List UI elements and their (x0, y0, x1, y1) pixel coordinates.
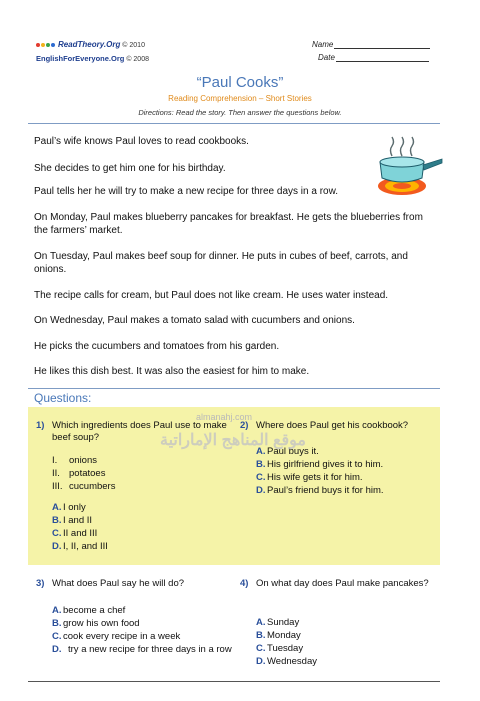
option-letter: C. (256, 643, 266, 654)
page-subtitle: Reading Comprehension – Short Stories (168, 94, 312, 103)
option-text: Monday (267, 630, 301, 641)
story-line: On Wednesday, Paul makes a tomato salad with cucumbers and onions. (34, 315, 355, 326)
watermark-url: almanahj.com (196, 412, 253, 422)
header-divider (28, 123, 440, 124)
readtheory-logo (36, 40, 145, 49)
story-line: On Tuesday, Paul makes beef soup for dinner. He puts in cubes of beef, carrots, and onions. (34, 251, 408, 275)
option-text: grow his own food (63, 618, 140, 629)
option-letter: A. (256, 446, 266, 457)
option-text: I only (63, 502, 86, 513)
roman-option (52, 468, 105, 480)
question-4-number: 4) (240, 578, 249, 589)
option-letter: B. (256, 459, 266, 470)
question-2-number: 2) (240, 420, 249, 431)
englishforeveryone-brand: EnglishForEveryone.Org (36, 54, 125, 63)
name-label: Name (312, 40, 334, 49)
name-field[interactable] (312, 40, 430, 49)
story-line: She decides to get him one for his birthday. (34, 163, 226, 174)
story-line: On Monday, Paul makes blueberry pancakes for breakfast. He gets the blueberries from the farmers’ market. (34, 212, 423, 236)
date-line[interactable] (336, 53, 429, 62)
answer-option[interactable] (256, 617, 299, 629)
option-letter: D. (52, 541, 62, 552)
option-text: His girlfriend gives it to him. (267, 459, 384, 470)
option-letter: C. (256, 472, 266, 483)
roman-option (52, 455, 97, 467)
answer-option[interactable] (52, 618, 140, 630)
story-line: Paul’s wife knows Paul loves to read cookbooks. (34, 136, 249, 147)
option-text: Paul buys it. (267, 446, 319, 457)
answer-option[interactable] (256, 630, 301, 642)
answer-option[interactable] (256, 459, 383, 471)
option-text: become a chef (63, 605, 126, 616)
story-line: Paul tells her he will try to make a new recipe for three days in a row. (34, 186, 339, 197)
readtheory-year: © 2010 (122, 42, 145, 49)
answer-option[interactable] (52, 528, 97, 540)
answer-option[interactable] (256, 472, 363, 484)
readtheory-brand: ReadTheory.Org (57, 40, 121, 49)
logo-dots-icon (36, 42, 56, 49)
question-1-text: Which ingredients does Paul use to make beef soup? (52, 420, 227, 443)
watermark-arabic: موقع المناهج الإماراتية (160, 432, 306, 449)
answer-option[interactable] (52, 541, 108, 553)
option-letter: D. (256, 656, 266, 667)
option-text: I, II, and III (63, 541, 108, 552)
answer-option[interactable] (52, 644, 232, 656)
roman-text: cucumbers (69, 481, 116, 492)
roman-numeral: I. (52, 455, 58, 466)
option-letter: C. (52, 528, 62, 539)
answer-option[interactable] (256, 485, 384, 497)
answer-option[interactable] (52, 605, 125, 617)
directions: Directions: Read the story. Then answer the questions below. (138, 108, 342, 117)
roman-numeral: III. (52, 481, 63, 492)
option-letter: A. (52, 502, 62, 513)
page-title: “Paul Cooks” (196, 74, 284, 91)
option-letter: D. (52, 644, 62, 655)
roman-numeral: II. (52, 468, 60, 479)
option-letter: B. (52, 618, 62, 629)
roman-text: potatoes (69, 468, 106, 479)
question-1-number: 1) (36, 420, 45, 431)
option-letter: C. (52, 631, 62, 642)
cooking-pot-icon (372, 132, 444, 202)
answer-option[interactable] (256, 643, 303, 655)
story-line: He picks the cucumbers and tomatoes from his garden. (34, 341, 280, 352)
question-3-number: 3) (36, 578, 45, 589)
date-label: Date (318, 53, 335, 62)
question-2-text: Where does Paul get his cookbook? (256, 420, 409, 431)
question-3-text: What does Paul say he will do? (52, 578, 185, 589)
option-letter: B. (256, 630, 266, 641)
questions-heading: Questions: (34, 391, 92, 405)
answer-option[interactable] (52, 502, 86, 514)
questions-divider (28, 388, 440, 389)
option-text: Tuesday (267, 643, 304, 654)
answer-option[interactable] (52, 515, 92, 527)
roman-option (52, 481, 115, 493)
option-letter: B. (52, 515, 62, 526)
footer-divider (28, 681, 440, 682)
story-line: He likes this dish best. It was also the easiest for him to make. (34, 366, 310, 377)
option-text: Paul’s friend buys it for him. (267, 485, 384, 496)
roman-text: onions (69, 455, 97, 466)
date-field[interactable] (318, 53, 429, 62)
name-line[interactable] (334, 40, 430, 49)
answer-option[interactable] (256, 656, 317, 668)
option-text: try a new recipe for three days in a row (68, 644, 232, 655)
option-letter: D. (256, 485, 266, 496)
englishforeveryone-logo (36, 54, 149, 63)
answer-option[interactable] (52, 631, 180, 643)
option-letter: A. (256, 617, 266, 628)
option-text: Sunday (267, 617, 300, 628)
option-letter: A. (52, 605, 62, 616)
story-line: The recipe calls for cream, but Paul does not like cream. He uses water instead. (34, 290, 389, 301)
option-text: I and II (63, 515, 93, 526)
option-text: Wednesday (267, 656, 317, 667)
englishforeveryone-year: © 2008 (126, 56, 149, 63)
option-text: cook every recipe in a week (63, 631, 181, 642)
option-text: II and III (63, 528, 98, 539)
option-text: His wife gets it for him. (267, 472, 363, 483)
question-4-text: On what day does Paul make pancakes? (256, 578, 429, 589)
